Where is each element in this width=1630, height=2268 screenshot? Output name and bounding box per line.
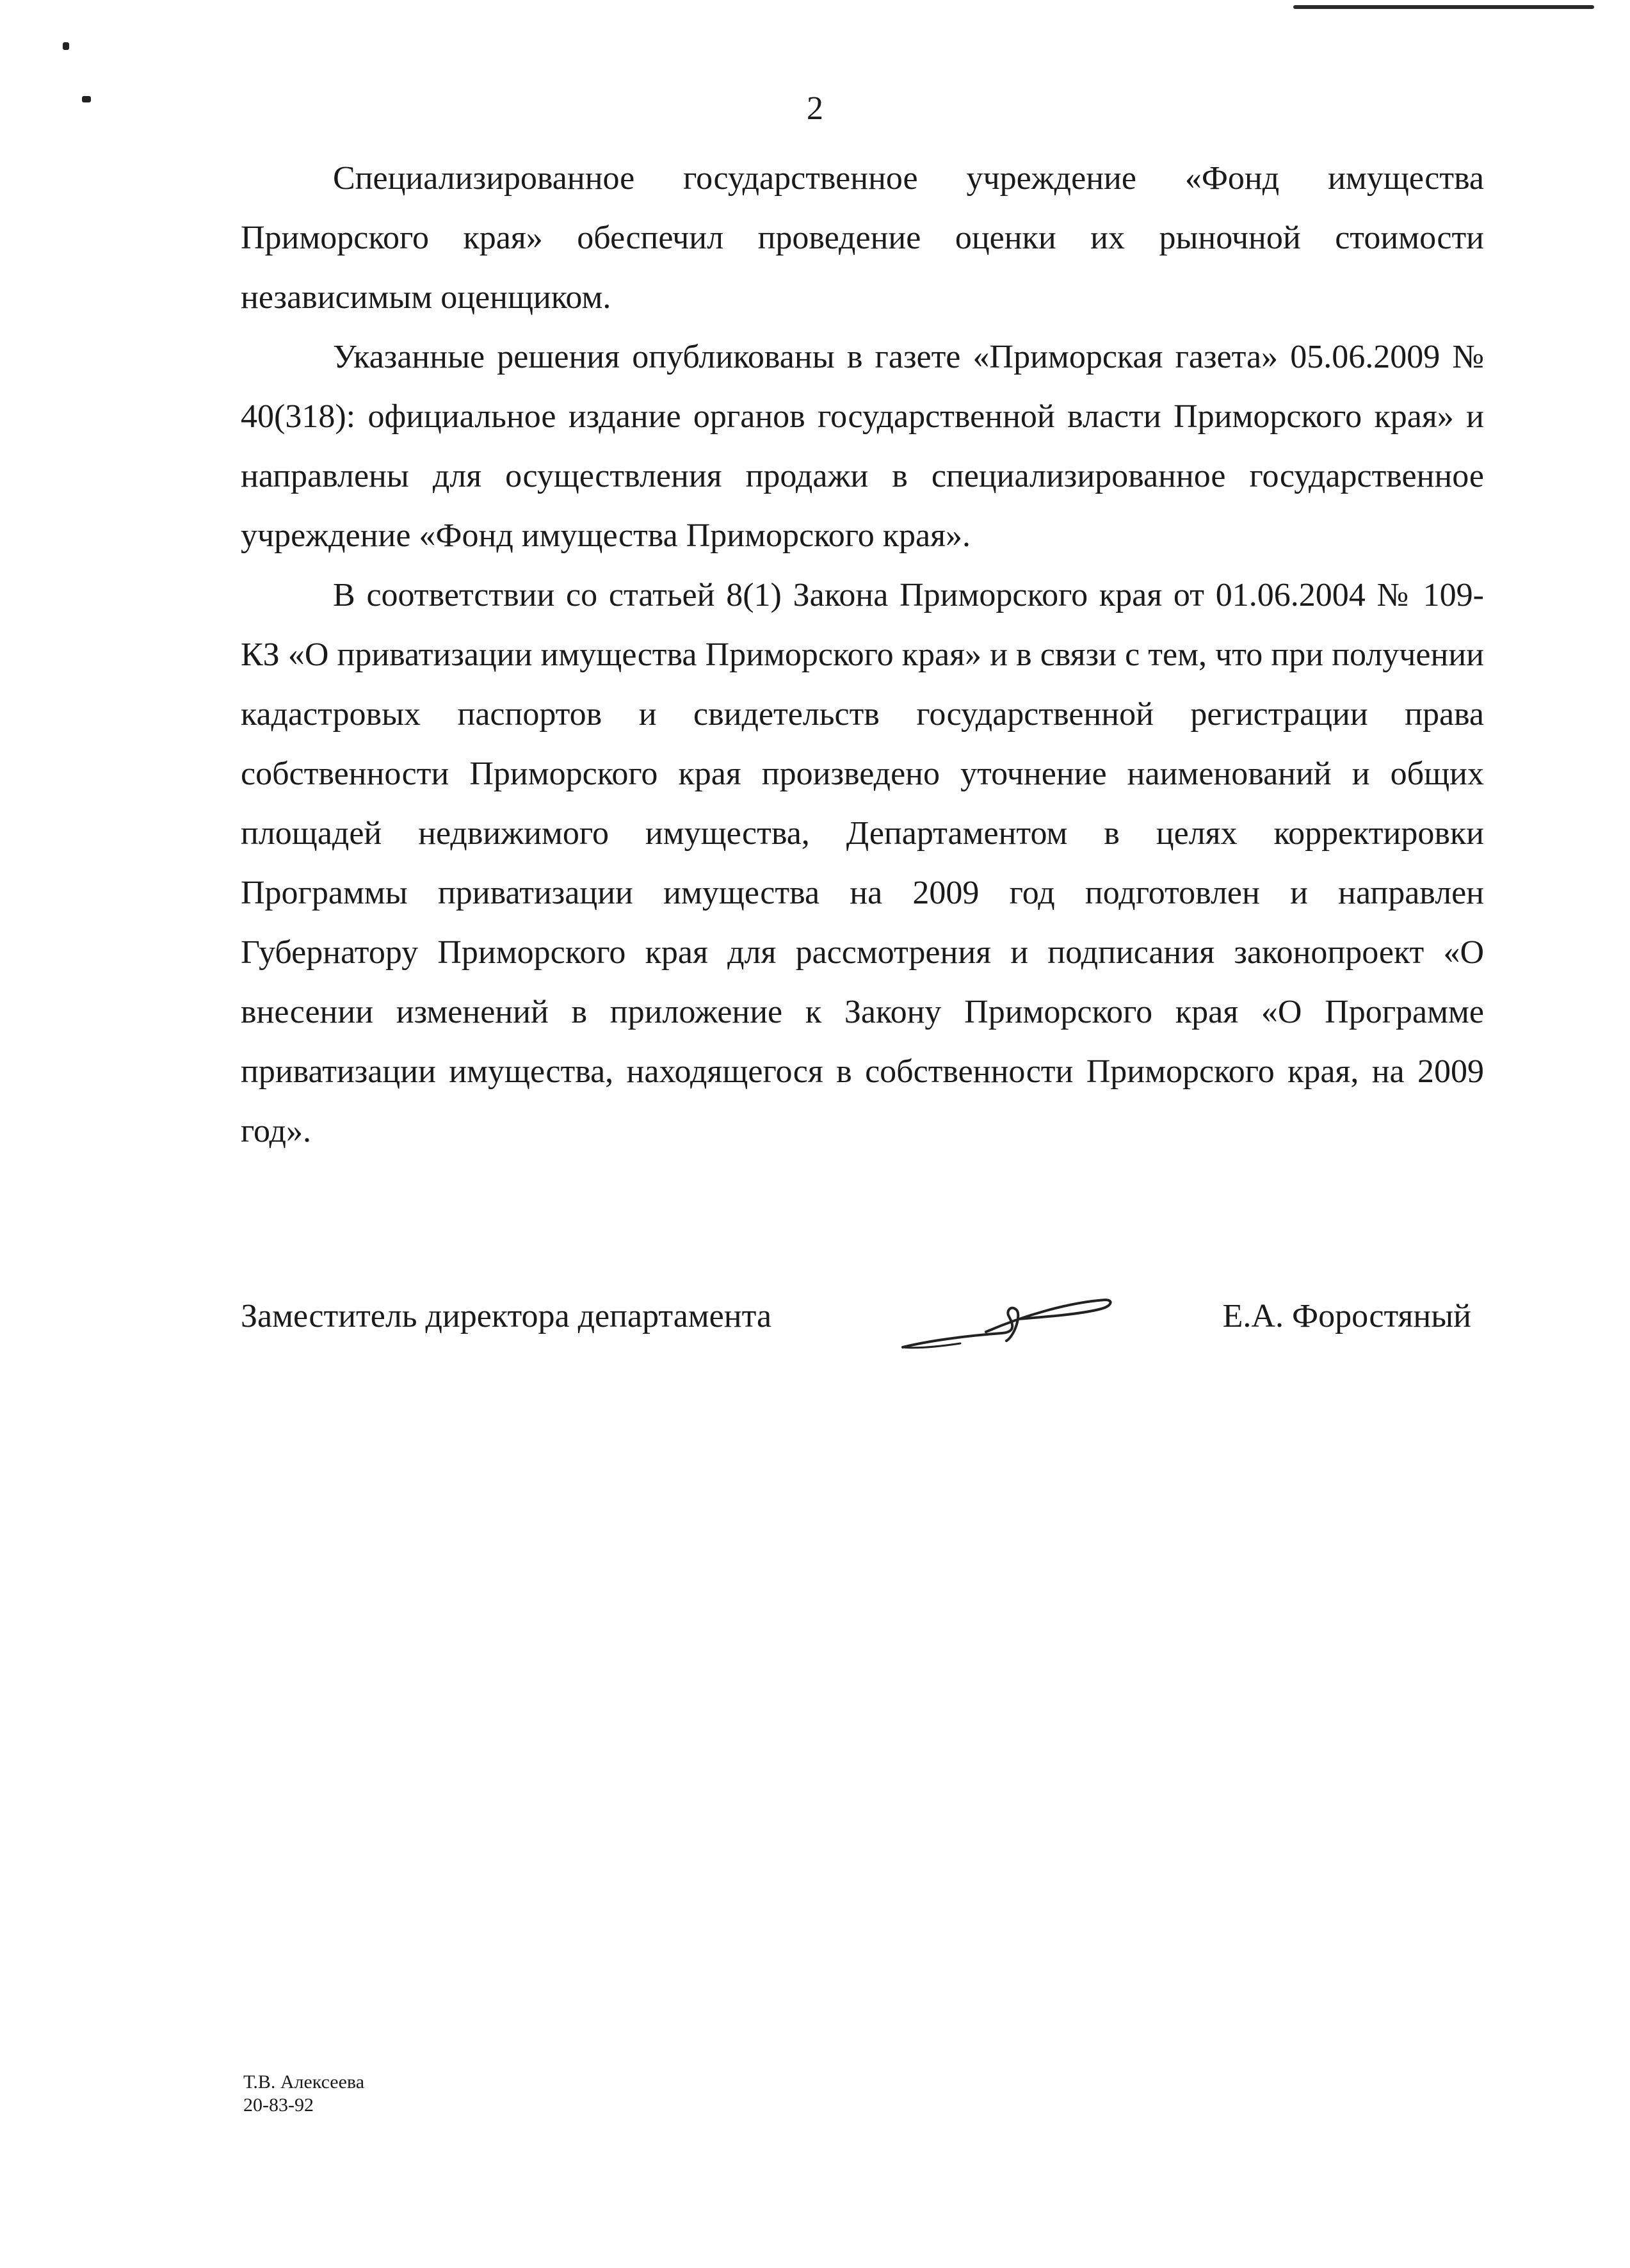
executor-footer xyxy=(243,2071,364,2117)
signer-name: Е.А. Форостяный xyxy=(1222,1298,1471,1334)
signer-title: Заместитель директора департамента xyxy=(241,1298,772,1334)
signature-block xyxy=(241,1277,1484,1366)
executor-name: Т.В. Алексеева xyxy=(243,2071,365,2093)
scan-artifact-dot xyxy=(63,42,69,50)
handwritten-signature xyxy=(890,1277,1120,1360)
scan-artifact-line xyxy=(1293,5,1594,9)
executor-phone: 20-83-92 xyxy=(243,2094,314,2116)
letter-body xyxy=(241,149,1484,1161)
paragraph-law-amendment: В соответствии со статьей 8(1) Закона Приморского края от 01.06.2004 № 109-КЗ «О приватизации имущества Приморского края» и в связи с тем, что при получении кадастровых паспортов и свидетельств государственной регистрации права собственности Приморского края произведено уточнение наименований и общих площадей недвижимого имущества, Департаментом в целях корректировки Программы приватизации имущества на 2009 год подготовлен и направлен Губернатору Приморского края для рассмотрения и подписания законопроект «О внесении изменений в приложение к Закону Приморского края «О Программе приватизации имущества, находящегося в собственности Приморского края, на 2009 год». xyxy=(241,577,1484,1149)
paragraph-publication: Указанные решения опубликованы в газете «Приморская газета» 05.06.2009 № 40(318): официальное издание органов государственной власти Приморского края» и направлены для осуществления продажи в специализированное государственное учреждение «Фонд имущества Приморского края». xyxy=(241,339,1484,554)
page-number: 2 xyxy=(807,90,823,127)
paragraph-appraisal: Специализированное государственное учреждение «Фонд имущества Приморского края» обеспечил проведение оценки их рыночной стоимости независимым оценщиком. xyxy=(241,160,1484,316)
